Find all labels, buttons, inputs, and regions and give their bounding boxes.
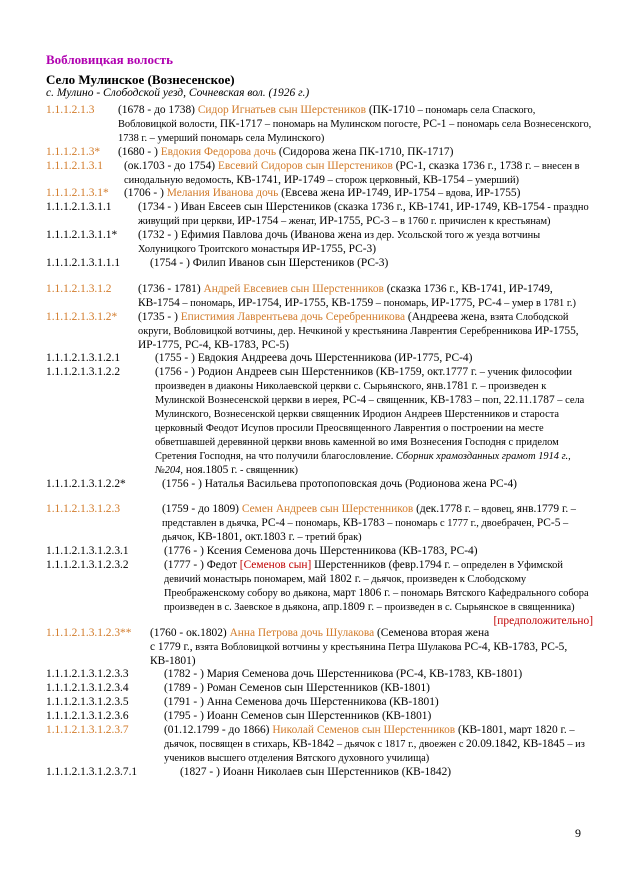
entry-text: (1678 - до 1738) xyxy=(118,104,198,116)
entry-note: – представлен в дьячка, xyxy=(162,504,576,530)
entry-text: март 1806 г. xyxy=(332,586,391,599)
entry-note: – умер в 1781 г.) xyxy=(501,297,576,309)
entry-text: (Евсева жена ИР-1749, ИР-1754 xyxy=(278,187,436,200)
entry-code: 1.1.1.2.1.3.1.2.3.2 xyxy=(46,559,129,572)
entry-code: 1.1.1.2.1.3.1.2.2 xyxy=(46,366,121,379)
entry-text: КВ-1842 xyxy=(292,737,335,750)
person-name: Семен Андреев сын Шерстенников xyxy=(241,503,414,516)
page-number: 9 xyxy=(575,826,581,840)
village-heading: Село Мулинское (Вознесенское) xyxy=(46,72,235,87)
entry-text: май 1802 г. xyxy=(307,573,361,585)
entry-text: (1791 - ) Анна Семенова дочь Шерстенникова (КВ-1801) xyxy=(164,696,439,709)
entry-text: РС-4 xyxy=(261,517,285,530)
entry-text: КВ-1783 xyxy=(430,394,472,407)
volost-heading: Вобловицкая волость xyxy=(46,52,173,67)
entry-note: из дер. Усольской того ж уезда вотчины Холуницкого Троитского монастыря xyxy=(138,230,541,256)
entry-code: 1.1.1.2.1.3.1.2.3** xyxy=(46,626,132,639)
entry-text: (1827 - ) Иоанн Николаев сын Шерстенников (КВ-1842) xyxy=(180,765,452,778)
entry-note: – дьячок с 1817 г., двоежен с xyxy=(334,738,467,750)
entry-note: – женат, xyxy=(278,216,320,228)
entry-code: 1.1.1.2.1.3.1.2* xyxy=(46,310,118,323)
genealogy-entry xyxy=(0,311,621,353)
entry-text: Шерстенников (февр.1794 г. xyxy=(311,559,451,572)
entry-text: РС-4 xyxy=(342,394,367,407)
village-subtitle: с. Мулино - Слободской уезд, Сочневская вол. (1926 г.) xyxy=(46,87,310,99)
entry-text: (1777 - ) Федот xyxy=(164,559,240,572)
person-name: Андрей Евсевиев сын Шерстенников xyxy=(203,282,384,295)
genealogy-entry xyxy=(0,696,621,710)
entry-text: апр.1809 г. xyxy=(322,600,375,613)
entry-text: янв.1781 г. xyxy=(426,380,478,393)
genealogy-entry xyxy=(0,201,621,229)
entry-text: окт.1777 г. xyxy=(427,366,478,379)
entry-note: – пономарь села Спаского, Вобловицкой волости, xyxy=(118,105,536,130)
entry-text: (КВ-1801, март 1820 г. xyxy=(455,724,567,737)
person-name: Сидор Игнатьев сын Шерстеников xyxy=(197,104,366,116)
entry-note: – поп, xyxy=(471,395,504,407)
entry-note: – определен в Уфимской девичий монастырь пономарем, xyxy=(164,560,563,585)
entry-code: 1.1.1.2.1.3.1* xyxy=(46,187,109,200)
entry-text: (1795 - ) Иоанн Семенов сын Шерстенников (КВ-1801) xyxy=(164,710,432,723)
entry-text: ИР-1754 xyxy=(237,215,279,228)
entry-text: 22.11.1787 xyxy=(503,394,555,407)
entry-code: 1.1.1.2.1.3.1 xyxy=(46,159,103,172)
entry-text: ПК-1717 xyxy=(219,117,263,130)
entry-code: 1.1.1.2.1.3.1.2.3.7 xyxy=(46,724,129,737)
entry-text: (1756 - ) Родион Андреев сын Шерстенников (КВ-1759, xyxy=(155,366,428,379)
entry-code: 1.1.1.2.1.3.1.1 xyxy=(46,201,112,214)
entry-note: – умерший) xyxy=(464,174,520,186)
entry-text: (1754 - ) Филип Иванов сын Шерстеников (РС-3) xyxy=(150,256,389,269)
source-citation: Сборник храмозданных грамот 1914 г., №204, xyxy=(155,450,571,476)
entry-note: – села Мулинского, Вознесенской церкви священник Иродион Андреев Шерстенников и староста церковный Феодот Исупов просили Преосвященного Лаврентия о построении на месте обветшавшей деревянной церкви вновь каменной во имя Вознесения Господня с приделом Сретения Господня, на что получили благословление. xyxy=(155,395,585,462)
entry-text: (1680 - ) xyxy=(118,145,161,158)
entry-note: – пономарь, xyxy=(179,297,238,309)
entry-note: – дьячок, xyxy=(162,518,569,544)
entry-code: 1.1.1.2.1.3.1.2.3.7.1 xyxy=(46,765,138,778)
entry-text: (ок.1703 - до 1754) xyxy=(124,159,218,172)
entry-text: ИР-1754, ИР-1755, КВ-1759 xyxy=(237,296,374,309)
entry-text: КВ-1754 xyxy=(422,173,465,186)
genealogy-entry xyxy=(0,104,621,146)
genealogy-entry xyxy=(0,352,621,366)
entry-note: – пономарь, xyxy=(373,297,432,309)
genealogy-entry xyxy=(0,478,621,492)
entry-note: – внесен в синодальную ведомость, xyxy=(124,160,580,186)
entry-text: ИР-1755, ИР-1775, РС-4, КВ-1783, РС-5) xyxy=(138,324,579,351)
entry-note: – произведен к Мулинской Вознесенской церкви в иерея, xyxy=(155,381,547,407)
entry-note: – пономарь на Мулинском погосте, xyxy=(262,118,423,130)
entry-code: 1.1.1.2.1.3.1.2.2* xyxy=(46,477,126,490)
genealogy-entry xyxy=(0,682,621,696)
entry-note: – третий брак) xyxy=(294,532,362,544)
entry-code: 1.1.1.2.1.3.1.2.3 xyxy=(46,503,121,516)
genealogy-entry xyxy=(0,187,621,201)
entry-text: РС-1 xyxy=(422,117,447,130)
entry-text: (1760 - ок.1802) xyxy=(150,626,230,639)
entry-text: (1706 - ) xyxy=(124,187,167,200)
entry-note: – пономарь Вятского Кафедрального собора произведен в с. Заевское в дьякона, xyxy=(164,587,589,613)
entry-text: (Андреева жена, xyxy=(405,310,488,323)
entry-note: – пономарь села Вознесенского, 1738 г. – умерший пономарь села Мулинского) xyxy=(118,118,592,144)
genealogy-entry xyxy=(0,668,621,682)
genealogy-entry xyxy=(0,366,621,477)
entry-text: РС-5 xyxy=(536,517,561,530)
person-name: Мелания Иванова дочь xyxy=(166,187,279,200)
genealogy-entries xyxy=(0,104,621,780)
entry-code: 1.1.1.2.1.3 xyxy=(46,104,95,116)
entry-code: 1.1.1.2.1.3.1.1* xyxy=(46,229,118,242)
entry-note: – священник, xyxy=(366,395,431,407)
entry-note: – дьячок, произведен к Слободскому Преображенскому собору во дьякона, xyxy=(164,574,527,599)
person-name: Евдокия Федорова дочь xyxy=(160,145,277,158)
entry-code: 1.1.1.2.1.3.1.2.1 xyxy=(46,352,121,365)
person-name: Анна Петрова дочь Шулакова xyxy=(229,626,375,639)
entry-text: КВ-1801, окт.1803 г. xyxy=(197,531,295,544)
entry-text: (1776 - ) Ксения Семенова дочь Шерстенникова (КВ-1783, РС-4) xyxy=(164,545,478,558)
entry-note: – произведен в с. Сырьянское в священника) xyxy=(374,601,575,613)
entry-note: – в 1760 г. причислен к крестьянам) xyxy=(389,216,551,228)
entry-text: (1735 - ) xyxy=(138,310,181,323)
genealogy-entry xyxy=(0,724,621,766)
entry-text: (1789 - ) Роман Семенов сын Шерстенников (КВ-1801) xyxy=(164,682,430,695)
entry-code: 1.1.1.2.1.3.1.2.3.3 xyxy=(46,668,129,681)
person-name: Николай Семенов сын Шерстенников xyxy=(272,724,456,737)
entry-text: (1734 - ) Иван Евсеев сын Шерстеников (сказка 1736 г., КВ-1741, ИР-1749, КВ-1754 xyxy=(138,201,545,214)
entry-code: 1.1.1.2.1.3.1.2.3.5 xyxy=(46,696,129,709)
genealogy-entry xyxy=(0,160,621,188)
entry-code: 1.1.1.2.1.3.1.2.3.4 xyxy=(46,682,129,695)
entry-text: (1736 - 1781) xyxy=(138,282,204,295)
assumption-note: [предположительно] xyxy=(493,614,593,627)
genealogy-entry xyxy=(0,710,621,724)
entry-text: ИР-1755, РС-3 xyxy=(319,215,390,228)
entry-text: (1732 - ) Ефимия Павлова дочь (Иванова жена xyxy=(138,229,362,242)
genealogy-entry xyxy=(0,766,621,780)
entry-text: ИР-1755) xyxy=(475,187,521,200)
entry-note: - праздно живущий при церкви, xyxy=(138,202,589,228)
entry-text: РС-4, КВ-1783, РС-5, КВ-1801) xyxy=(150,640,568,667)
person-name: [Семенов сын] xyxy=(239,559,312,572)
entry-text: (01.12.1799 - до 1866) xyxy=(164,724,273,737)
entry-text: (Семенова вторая жена с 1779 г., xyxy=(150,626,490,653)
genealogy-entry xyxy=(0,627,621,669)
entry-note: - священник) xyxy=(237,464,298,476)
entry-text: (1759 - до 1809) xyxy=(162,503,242,516)
entry-text: (дек.1778 г. xyxy=(413,503,472,516)
genealogy-entry xyxy=(0,283,621,311)
genealogy-entry xyxy=(0,559,621,627)
entry-note: взята Слободской округи, Вобловицкой вотчины, дер. Нечкиной у крестьянина Лаврентия Серебренникова xyxy=(138,311,569,337)
entry-text: янв.1779 г. xyxy=(516,503,569,516)
person-name: Епистимия Лаврентьева дочь Серебренникова xyxy=(180,310,406,323)
entry-note: – пономарь, xyxy=(284,518,343,530)
entry-note: взята Вобловицкой вотчины у крестьянина Петра Шулакова xyxy=(192,641,465,653)
entry-text: (РС-1, сказка 1736 г., 1738 г. xyxy=(392,159,532,172)
entry-text: ИР-1775, РС-4 xyxy=(431,296,502,309)
entry-note: – пономарь с 1777 г., двоебрачен, xyxy=(384,518,537,530)
person-name: Евсевий Сидоров сын Шерстеников xyxy=(217,159,393,172)
entry-note: – из учеников высшего отделения Вятского духовного училища) xyxy=(164,738,585,764)
entry-text: (Сидорова жена ПК-1710, ПК-1717) xyxy=(276,145,454,158)
entry-text: ноя.1805 г. xyxy=(182,463,238,476)
genealogy-entry xyxy=(0,257,621,271)
genealogy-entry xyxy=(0,229,621,257)
entry-note: – вдова, xyxy=(435,188,476,200)
entry-text: ИР-1755, РС-3) xyxy=(301,243,377,256)
entry-text: 20.09.1842, КВ-1845 xyxy=(466,737,565,750)
entry-note: – ученик философии произведен в диаконы Николаевской церкви с. Сырьянского, xyxy=(155,367,572,393)
entry-note: – дьячок, посвящен в стихарь, xyxy=(164,725,575,750)
genealogy-entry xyxy=(0,503,621,545)
entry-code: 1.1.1.2.1.3.1.2.3.6 xyxy=(46,710,129,723)
entry-code: 1.1.1.2.1.3.1.2.3.1 xyxy=(46,545,129,558)
entry-code: 1.1.1.2.1.3.1.2 xyxy=(46,282,112,295)
entry-text: (1782 - ) Мария Семенова дочь Шерстенникова (РС-4, КВ-1783, КВ-1801) xyxy=(164,668,523,681)
entry-text: КВ-1741, ИР-1749 xyxy=(236,173,325,186)
entry-text: (1756 - ) Наталья Васильева протопоповская дочь (Родионова жена РС-4) xyxy=(162,477,517,490)
entry-text: (1755 - ) Евдокия Андреева дочь Шерстенникова (ИР-1775, РС-4) xyxy=(155,352,473,365)
genealogy-entry xyxy=(0,146,621,160)
genealogy-entry xyxy=(0,545,621,559)
entry-text: (сказка 1736 г., КВ-1741, ИР-1749, КВ-1754 xyxy=(138,282,553,309)
entry-text: КВ-1783 xyxy=(342,517,385,530)
entry-code: 1.1.1.2.1.3.1.1.1 xyxy=(46,256,121,269)
entry-note: – сторож церковный, xyxy=(325,174,423,186)
entry-text: (ПК-1710 xyxy=(365,104,416,116)
entry-note: – вдовец, xyxy=(471,504,517,516)
entry-code: 1.1.1.2.1.3* xyxy=(46,145,101,158)
